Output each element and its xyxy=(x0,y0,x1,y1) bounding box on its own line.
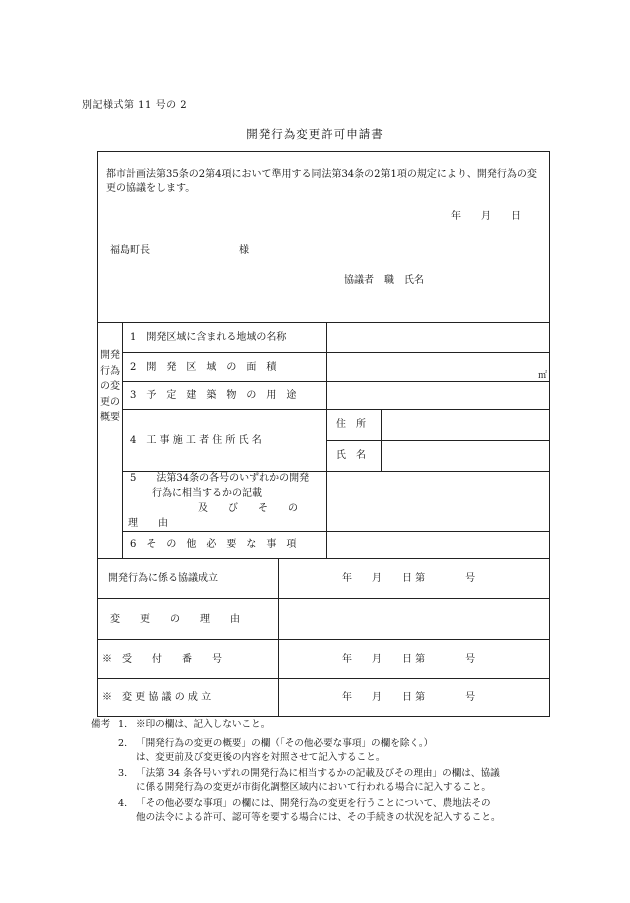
remark-2-line1: 「開発行為の変更の概要」の欄（「その他必要な事項」の欄を除く。） xyxy=(136,738,434,749)
divider xyxy=(98,558,550,559)
overview-vertical-label: 開発行為の変更の概要 xyxy=(100,350,120,423)
change-agreement-date-number: 年 月 日 第 号 xyxy=(342,692,476,703)
remark-number: 3. xyxy=(118,768,128,779)
divider xyxy=(122,322,123,558)
page-title: 開発行為変更許可申請書 xyxy=(246,127,384,141)
divider xyxy=(326,440,550,441)
form-number: 別記様式第 11 号の 2 xyxy=(82,100,188,111)
receipt-number-label: ※ 受 付 番 号 xyxy=(102,654,222,665)
row5-label-line3: 及 び そ の xyxy=(198,503,298,514)
row4-label: 4 工 事 施 工 者 住 所 氏 名 xyxy=(130,435,262,446)
row5-label-line1: 5 法第34条の各号のいずれかの開発 xyxy=(130,473,310,484)
divider xyxy=(122,409,550,410)
addressee-honorific: 様 xyxy=(239,245,249,256)
change-reason-label: 変 更 の 理 由 xyxy=(110,614,240,625)
remark-number: 4. xyxy=(118,798,128,809)
addressee: 福島町長 xyxy=(110,245,150,256)
square-meter-unit: ㎡ xyxy=(538,371,548,381)
row5-label-line2: 行為に相当するかの記載 xyxy=(152,488,262,499)
remark-4-line1: 「その他必要な事項」の欄には、開発行為の変更を行うことについて、農地法その xyxy=(136,798,491,809)
row5-label-line4: 理 由 xyxy=(128,518,168,529)
row3-label: 3 予 定 建 築 物 の 用 途 xyxy=(130,390,297,401)
remark-4-line2: 他の法令による許可、認可等を要する場合には、その手続きの状況を記入すること。 xyxy=(136,812,501,823)
row6-label: 6 そ の 他 必 要 な 事 項 xyxy=(130,539,297,550)
divider xyxy=(381,409,382,471)
application-date: 年 月 日 xyxy=(451,211,521,222)
receipt-date-number: 年 月 日 第 号 xyxy=(342,654,476,665)
application-form-table xyxy=(97,151,550,717)
divider xyxy=(326,322,327,558)
divider xyxy=(122,531,550,532)
consultant-title-name: 協議者 職 氏名 xyxy=(344,275,424,286)
agreement-date-number: 年 月 日 第 号 xyxy=(342,573,476,584)
divider xyxy=(122,381,550,382)
remark-2-line2: は、変更前及び変更後の内容を対照させて記入すること。 xyxy=(136,752,386,763)
divider xyxy=(98,322,550,323)
remark-3-line2: に係る開発行為の変更が市街化調整区域内において行われる場合に記入すること。 xyxy=(136,782,491,793)
remark-3-line1: 「法第 34 条各号いずれの開発行為に相当するかの記載及びその理由」の欄は、協議 xyxy=(136,768,500,779)
remark-number: 1. xyxy=(118,719,128,730)
row4-name-label: 氏 名 xyxy=(336,450,366,461)
intro-statement: 都市計画法第35条の2第4項において準用する同法第34条の2第1項の規定により、開発行為の変更の協議をします。 xyxy=(106,169,537,194)
remark-1: ※印の欄は、記入しないこと。 xyxy=(136,719,271,730)
divider xyxy=(98,678,550,679)
divider xyxy=(278,558,279,717)
divider xyxy=(98,639,550,640)
row2-label: 2 開 発 区 域 の 面 積 xyxy=(130,362,277,373)
change-agreement-label: ※ 変 更 協 議 の 成 立 xyxy=(102,692,212,703)
row4-address-label: 住 所 xyxy=(336,419,366,430)
divider xyxy=(98,598,550,599)
agreement-label: 開発行為に係る協議成立 xyxy=(108,573,218,584)
remarks-lead: 備考 xyxy=(91,719,111,730)
remark-number: 2. xyxy=(118,738,128,749)
divider xyxy=(122,352,550,353)
row1-label: 1 開発区域に含まれる地域の名称 xyxy=(130,332,287,343)
